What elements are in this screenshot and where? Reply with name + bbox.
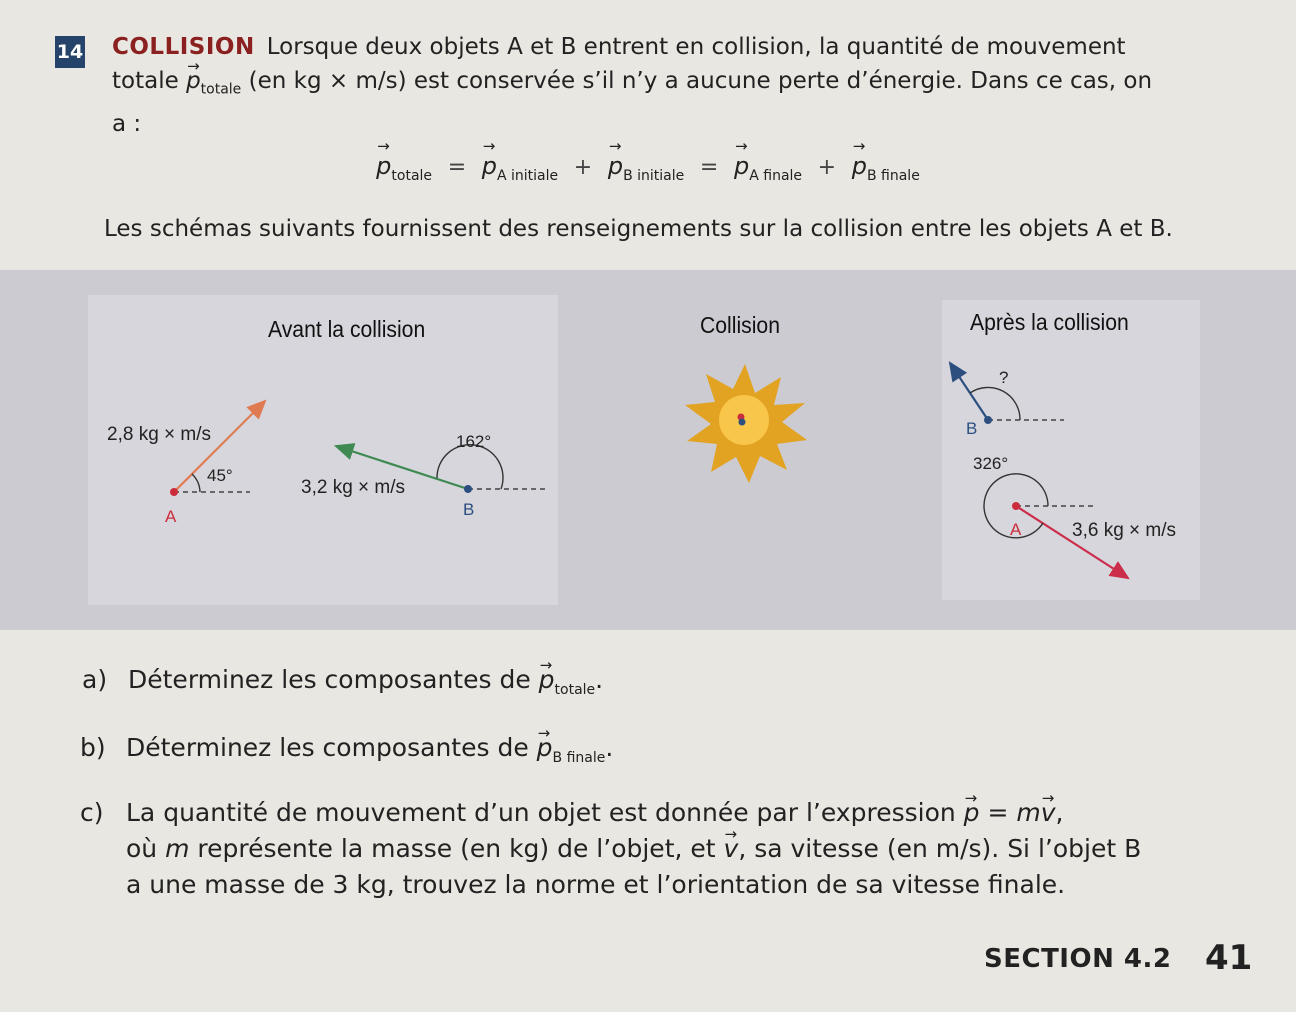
intro-text-1: Lorsque deux objets A et B entrent en collision, la quantité de mouvement totale (112, 34, 1126, 94)
question-c-text-2c: , sa vitesse (en m/s). Si l’objet B (738, 834, 1142, 863)
vector-p-b-init: → p (608, 152, 623, 180)
vector-a-after (1016, 506, 1128, 578)
after-title: Après la collision (970, 309, 1129, 335)
sub-a-init: A initiale (497, 167, 559, 184)
angle-arc-a (192, 474, 200, 492)
b-label-before: B (463, 500, 475, 519)
question-b-end: . (605, 733, 614, 762)
question-a-text: Déterminez les composantes de (128, 665, 531, 694)
question-b-sub: B finale (552, 750, 606, 766)
question-a-end: . (595, 665, 604, 694)
b-angle-before: 162° (456, 432, 492, 451)
equals-sign: = (699, 155, 719, 180)
before-title: Avant la collision (268, 316, 426, 342)
question-a-letter: a) (82, 665, 108, 694)
page-number: 41 (1205, 938, 1253, 978)
vector-v: → v (1041, 795, 1056, 831)
a-label-before: A (165, 507, 177, 526)
vector-p: → p (539, 662, 555, 698)
question-c-text-2a: où (126, 834, 158, 863)
a-angle-before: 45° (207, 466, 233, 485)
question-c-line-1 (80, 795, 1180, 831)
question-c-letter: c) (80, 798, 104, 827)
comma: , (1055, 798, 1064, 827)
b-label-after: B (966, 419, 978, 438)
section-label: SECTION 4.2 (984, 944, 1172, 974)
vector-p: → p (964, 795, 980, 831)
equals-sign: = (447, 155, 467, 180)
sub-b-init: B initiale (623, 167, 685, 184)
point-b (464, 485, 472, 493)
intro-text-2: (en kg × m/s) est conservée s’il n’y a aucune perte d’énergie. Dans ce cas, on a : (112, 68, 1153, 137)
question-c (80, 795, 1180, 903)
sub-a-final: A finale (749, 167, 803, 184)
a-angle-after: 326° (973, 454, 1009, 473)
vector-p-b-final: → p (852, 152, 867, 180)
question-c-line-2 (80, 831, 1180, 867)
point-a (170, 488, 178, 496)
vector-b-after (950, 363, 988, 420)
collision-point-b (739, 419, 746, 426)
question-b-letter: b) (80, 733, 106, 762)
plus-sign: + (817, 155, 837, 180)
question-a (82, 662, 603, 708)
b-momentum-before: 3,2 kg × m/s (301, 477, 406, 498)
question-c-line-3: a une masse de 3 kg, trouvez la norme et l’orientation de sa vitesse finale. (126, 870, 1066, 899)
vector-v: → v (724, 831, 739, 867)
exercise-keyword: COLLISION (112, 34, 255, 60)
equals-sign: = (979, 798, 1017, 827)
vector-p-a-final: → p (734, 152, 749, 180)
a-momentum-after: 3,6 kg × m/s (1072, 520, 1177, 541)
a-label-after: A (1010, 520, 1022, 539)
mass-symbol: m (165, 834, 190, 863)
collision-title: Collision (700, 312, 780, 338)
question-a-sub: totale (554, 682, 596, 698)
vector-p-a-init: → p (482, 152, 497, 180)
question-b (80, 730, 613, 776)
vector-p: → p (537, 730, 553, 766)
vector-p-total: → p (376, 152, 391, 180)
question-c-text-1: La quantité de mouvement d’un objet est donnée par l’expression (126, 798, 956, 827)
point-b-after (984, 416, 992, 424)
plus-sign: + (573, 155, 593, 180)
p-subscript: totale (200, 81, 242, 98)
schemas-sentence: Les schémas suivants fournissent des renseignements sur la collision entre les objets A et B. (104, 216, 1173, 242)
question-c-text-2b: représente la masse (en kg) de l’objet, et (197, 834, 716, 863)
exercise-number: 14 (55, 36, 85, 68)
a-momentum-before: 2,8 kg × m/s (107, 424, 212, 445)
mass-symbol: m (1016, 798, 1041, 827)
sub-total: totale (391, 167, 433, 184)
b-unknown-angle: ? (999, 368, 1009, 387)
vector-p: → p (186, 64, 201, 98)
question-b-text: Déterminez les composantes de (126, 733, 529, 762)
sub-b-final: B finale (866, 167, 920, 184)
point-a-after (1012, 502, 1020, 510)
